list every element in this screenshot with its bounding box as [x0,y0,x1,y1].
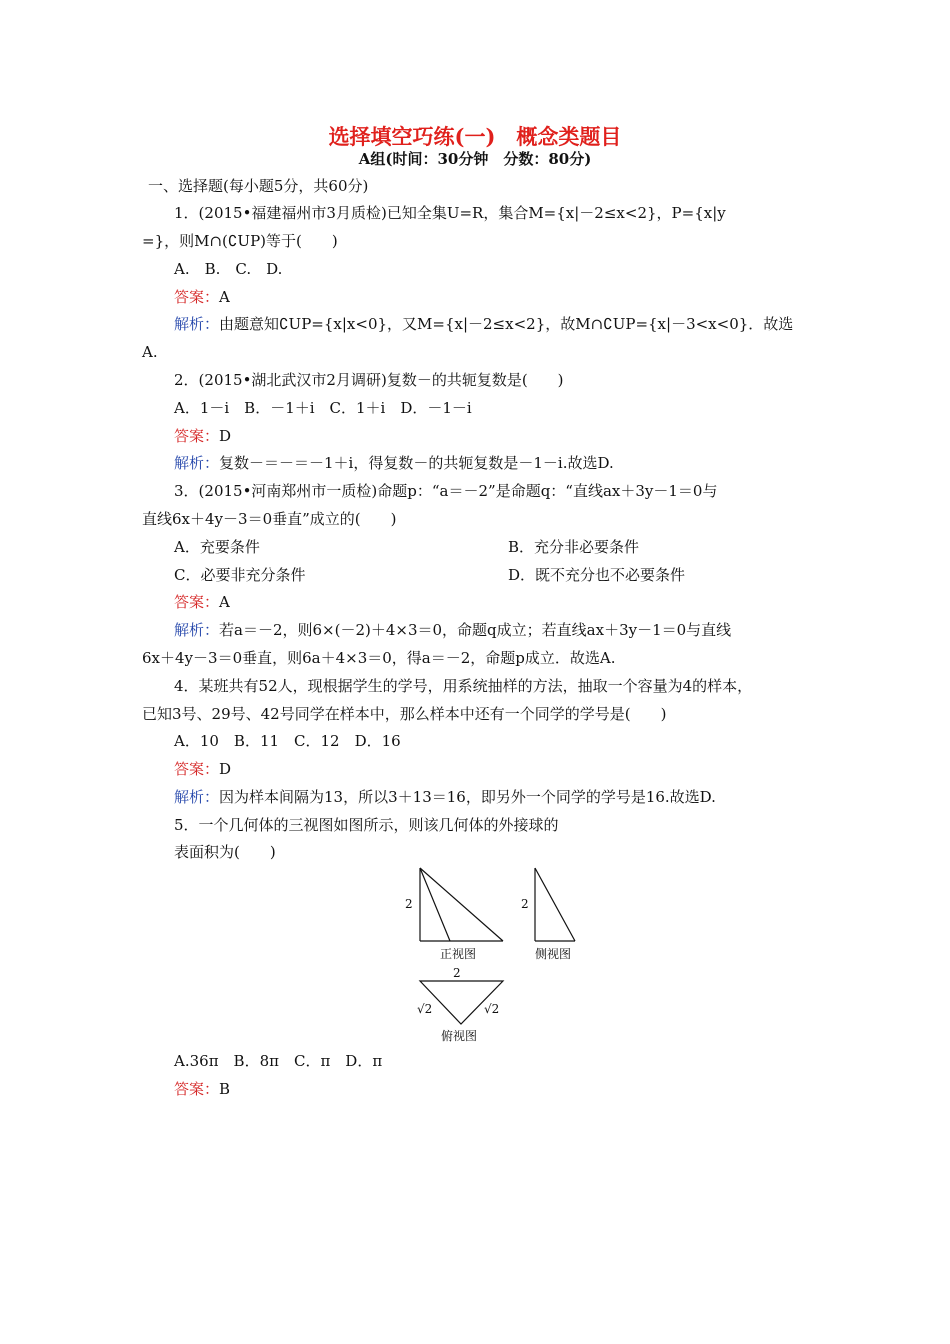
q1-analysis-text: 由题意知∁UP={x|x<0}，又M={x|－2≤x<2}，故M∩∁UP={x|－3<x<0}．故选 [219,315,794,333]
q4-answer-value: D [219,760,232,778]
q3-option-c: C．必要非充分条件 [174,566,306,584]
top-view-left-dim: √2 [417,1002,433,1016]
q1-analysis-line1 [174,314,793,334]
q2-answer-value: D [219,427,232,445]
q3-option-d: D．既不充分也不必要条件 [508,566,686,584]
q4-options: A．10 B．11 C．12 D．16 [174,732,401,750]
analysis-label: 解析： [174,454,220,472]
q3-option-b: B．充分非必要条件 [508,538,640,556]
q3-stem-line2: 直线6x＋4y－3＝0垂直”成立的( ) [142,510,397,528]
top-view-dim: 2 [453,966,461,980]
q5-options: A.36π B．8π C．π D．π [174,1052,383,1070]
front-view-label: 正视图 [440,947,477,961]
analysis-label: 解析： [174,315,220,333]
q4-analysis [174,787,716,807]
top-view-label: 俯视图 [441,1029,478,1043]
q2-options: A．1－i B．－1＋i C．1＋i D．－1－i [174,399,472,417]
analysis-label: 解析： [174,788,220,806]
top-view-right-dim: √2 [484,1002,500,1016]
q1-stem-line1: 1．(2015•福建福州市3月质检)已知全集U=R，集合M={x|－2≤x<2}，P={x|y [174,204,726,222]
q3-analysis-line2: 6x＋4y－3＝0垂直，则6a＋4×3＝0，得a＝－2，命题p成立．故选A. [142,649,616,667]
answer-label: 答案： [174,760,220,778]
q3-analysis-text: 若a＝－2，则6×(－2)＋4×3＝0，命题q成立；若直线ax＋3y－1＝0与直线 [219,621,732,639]
front-view-inner-edge [420,868,450,941]
page-title: 选择填空巧练(一) 概念类题目 [328,124,622,149]
q4-stem-line2: 已知3号、29号、42号同学在样本中，那么样本中还有一个同学的学号是( ) [142,705,667,723]
q3-analysis-line1 [174,620,731,640]
q1-options: A. B. C. D. [174,260,283,278]
three-view-figure [395,860,595,1048]
q5-answer [174,1079,230,1099]
side-view-hypotenuse [535,868,575,941]
q1-stem-line2: =}，则M∩(∁UP)等于( ) [142,232,338,250]
q4-analysis-text: 因为样本间隔为13，所以3＋13＝16，即另外一个同学的学号是16.故选D. [219,788,716,806]
q5-stem-line2: 表面积为( ) [174,843,276,861]
q3-answer-value: A [219,593,230,611]
q3-stem-line1: 3．(2015•河南郑州市一质检)命题p：“a＝－2”是命题q：“直线ax＋3y－1＝0与 [174,482,718,500]
q2-stem: 2．(2015•湖北武汉市2月调研)复数－的共轭复数是( ) [174,371,564,389]
q4-stem-line1: 4．某班共有52人，现根据学生的学号，用系统抽样的方法，抽取一个容量为4的样本， [174,677,753,695]
answer-label: 答案： [174,427,220,445]
q1-analysis-line2: A. [142,343,158,361]
answer-label: 答案： [174,288,220,306]
side-view-label: 侧视图 [535,947,572,961]
front-view-dim: 2 [405,897,413,911]
page-subtitle: A组(时间：30分钟 分数：80分) [358,150,592,168]
q5-answer-value: B [219,1080,231,1098]
q3-option-a: A．充要条件 [174,538,260,556]
front-view-hypotenuse [420,868,503,941]
q1-answer-value: A [219,288,230,306]
q5-stem-line1: 5．一个几何体的三视图如图所示，则该几何体的外接球的 [174,816,559,834]
q2-analysis-text: 复数－＝－＝－1＋i，得复数－的共轭复数是－1－i.故选D. [219,454,614,472]
q1-answer [174,287,230,307]
answer-label: 答案： [174,593,220,611]
q3-answer [174,592,230,612]
q2-analysis [174,453,614,473]
q4-answer [174,759,231,779]
analysis-label: 解析： [174,621,220,639]
section-heading: 一、选择题(每小题5分，共60分) [148,177,369,195]
answer-label: 答案： [174,1080,220,1098]
q2-answer [174,426,231,446]
side-view-dim: 2 [521,897,529,911]
